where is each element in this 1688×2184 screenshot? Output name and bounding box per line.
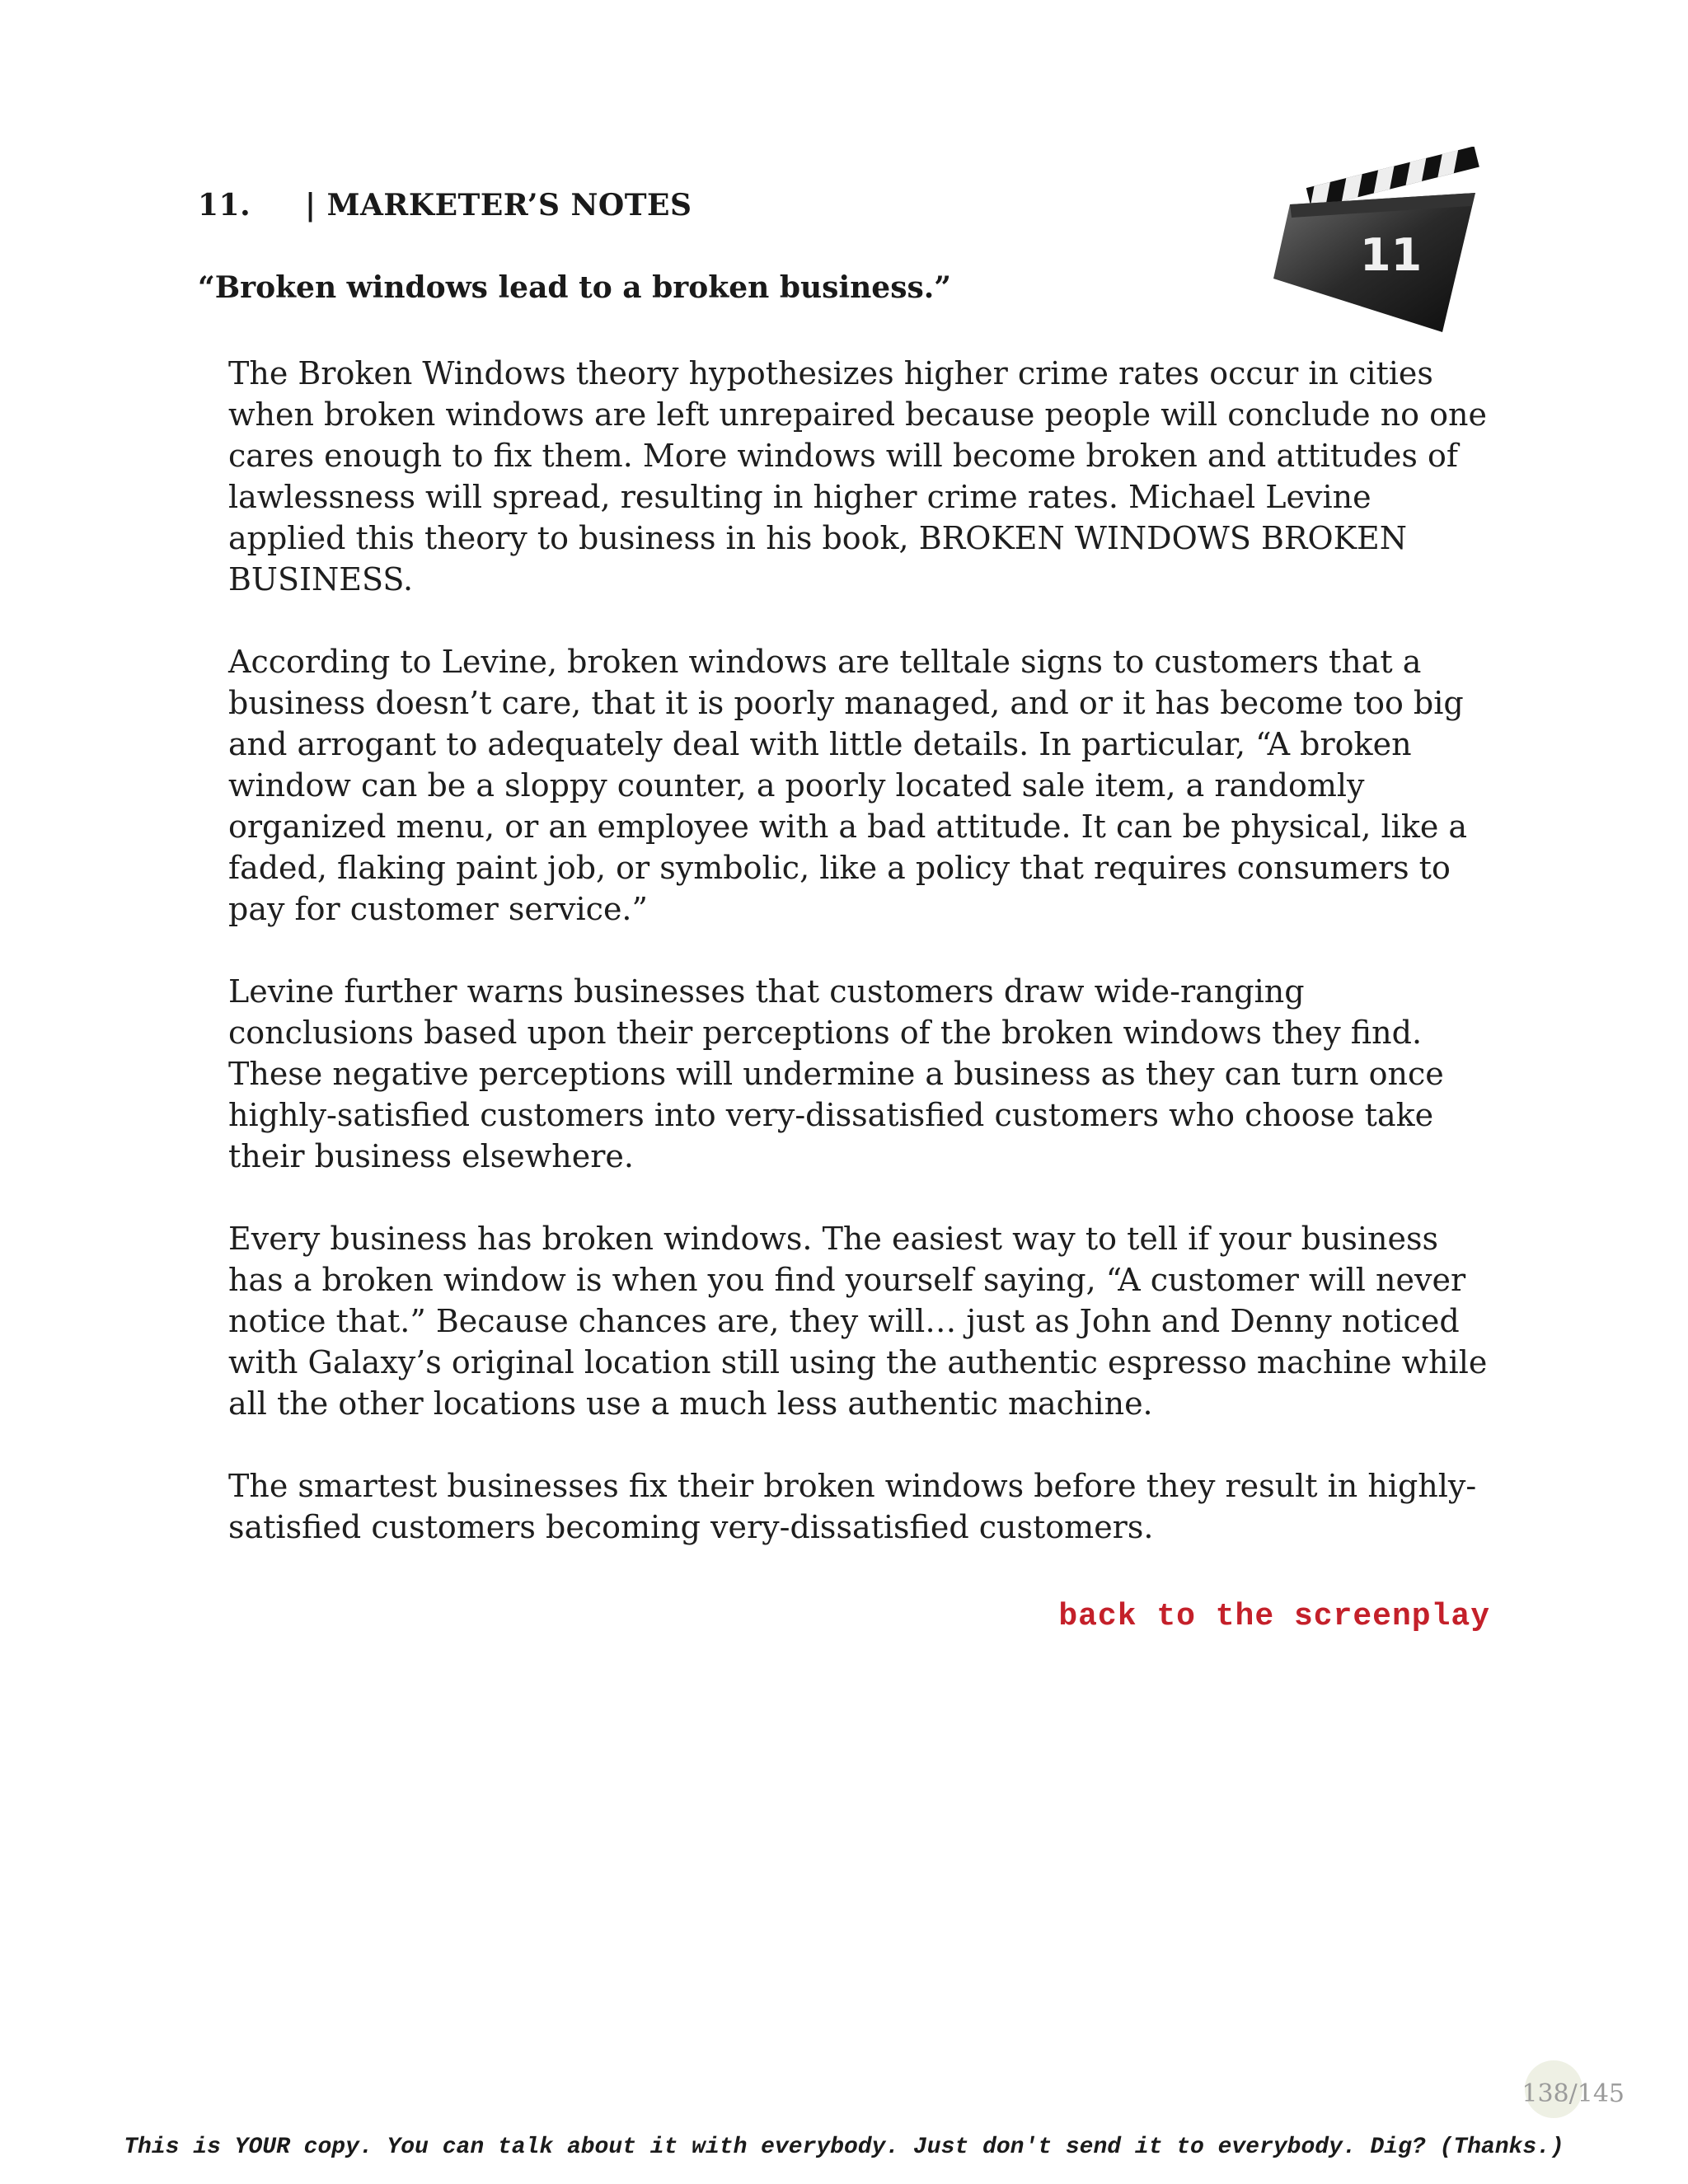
section-title: | MARKETER’S NOTES — [305, 188, 692, 223]
paragraph: The smartest businesses fix their broken windows before they result in highly-satisfied customers becoming very-dissatisfied customers. — [228, 1468, 1477, 1545]
back-to-screenplay-link[interactable]: back to the screenplay — [1058, 1599, 1490, 1634]
paragraph: Levine further warns businesses that customers draw wide-ranging conclusions based upon their perceptions of the broken windows they find. These negative perceptions will undermine a business as they can turn once highly-satisfied customers into very-dissatisfied customers who choose take their business elsewhere. — [228, 973, 1444, 1174]
footer-notice: This is YOUR copy. You can talk about it with everybody. Just don't send it to everybody. Dig? (Thanks.) — [124, 2135, 1564, 2160]
paragraph: The Broken Windows theory hypothesizes higher crime rates occur in cities when broken windows are left unrepaired because people will conclude no one cares enough to fix them. More windows will become broken and attitudes of lawlessness will spread, resulting in higher crime rates. Michael Levine applied this theory to business in his book, BROKEN WINDOWS BROKEN BUSINESS. — [228, 355, 1487, 598]
section-number: 11. — [198, 188, 251, 223]
paragraph: Every business has broken windows. The easiest way to tell if your business has a broken window is when you find yourself saying, “A customer will never notice that.” Because chances are, they will… just as John and Denny noticed with Galaxy’s original location still using the authentic espresso machine while all the other locations use a much less authentic machine. — [228, 1221, 1488, 1422]
section-heading — [198, 188, 692, 223]
page-number: 138/145 — [1522, 2079, 1625, 2108]
pull-quote: “Broken windows lead to a broken business.” — [198, 270, 951, 305]
clapper-label: 11 — [1360, 229, 1423, 281]
clapperboard-icon — [1273, 147, 1488, 336]
paragraph: According to Levine, broken windows are telltale signs to customers that a business doesn’t care, that it is poorly managed, and or it has become too big and arrogant to adequately deal with little details. In particular, “A broken window can be a sloppy counter, a poorly located sale item, a randomly organized menu, or an employee with a bad attitude. It can be physical, like a faded, flaking paint job, or symbolic, like a policy that requires consumers to pay for customer service.” — [228, 644, 1468, 927]
article-body — [228, 353, 1489, 1589]
